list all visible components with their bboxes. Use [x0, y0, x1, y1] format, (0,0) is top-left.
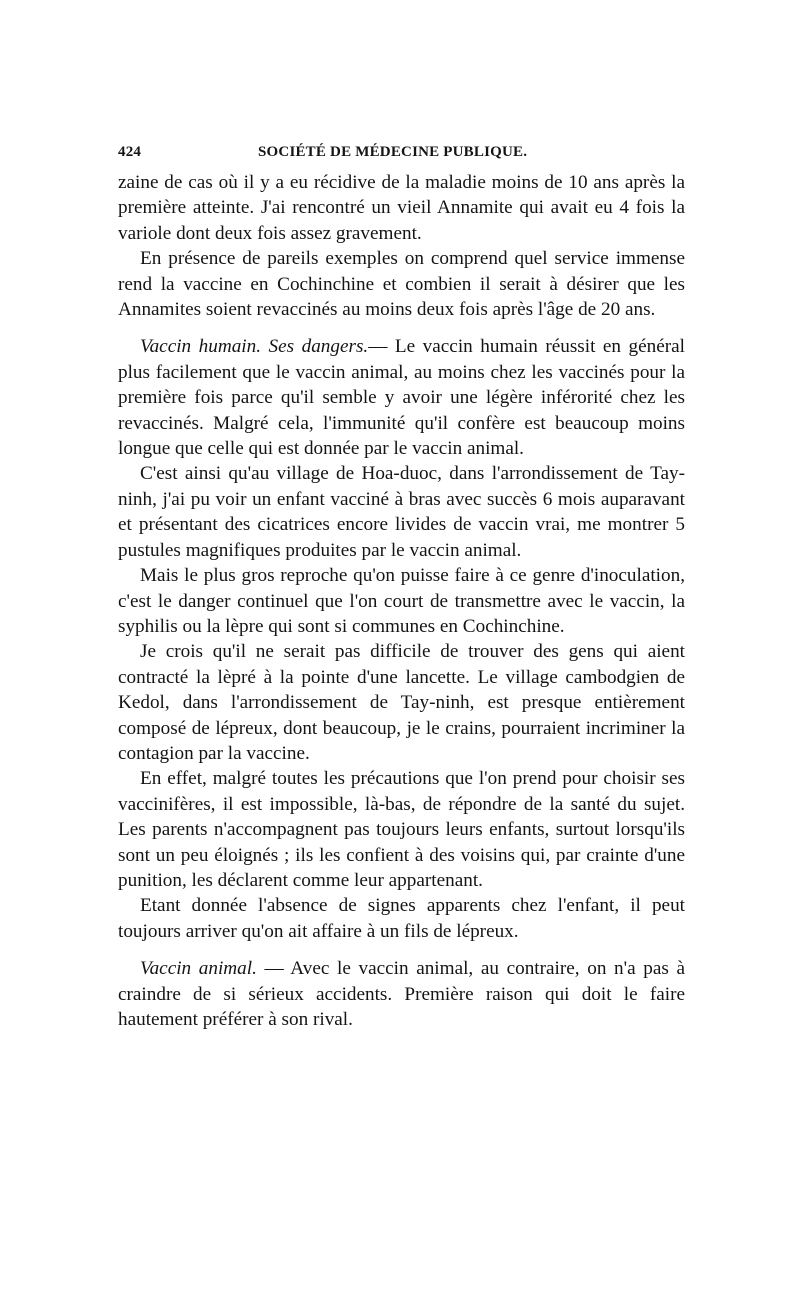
paragraph-absence-of-signs: Etant donnée l'absence de signes apparents chez l'enfant, il peut toujours arriver qu'on ait affaire à un fils de lépreux.	[118, 895, 685, 942]
paragraph-hoa-duoc-example: C'est ainsi qu'au village de Hoa-duoc, dans l'arrondissement de Tay-ninh, j'ai pu voir un enfant vacciné à bras avec succès 6 mois auparavant et présentant des cicatrices encore livides de vaccin vrai, me montrer 5 pustules magnifiques produites par le vaccin animal.	[118, 463, 685, 561]
paragraph-inoculation-danger: Mais le plus gros reproche qu'on puisse faire à ce genre d'inoculation, c'est le danger continuel que l'on court de transmettre avec le vaccin, la syphilis ou la lèpre qui sont si communes en Cochinchine.	[118, 565, 685, 637]
paragraph-leprosy-contagion: Je crois qu'il ne serait pas difficile de trouver des gens qui aient contracté la lèpré à la pointe d'une lancette. Le village cambodgien de Kedol, dans l'arrondissement de Tay-ninh, est presque entièrement composé de lépreux, dont beaucoup, je le crains, pourraient incriminer la contagion par la vaccine.	[118, 641, 685, 764]
paragraph-text: — Le vaccin humain réussit en général plus facilement que le vaccin animal, au moins chez les vaccinés pour la première fois parce qu'il semble y avoir une légère inférorité chez les revaccinés. Malgré cela, l'immunité qu'il confère est beaucoup moins longue que celle qui est donnée par le vaccin animal.	[118, 336, 685, 460]
paragraph-human-vaccine	[118, 334, 685, 461]
paragraph-text: — Avec le vaccin animal, au contraire, on n'a pas à craindre de si sérieux accidents. Première raison qui doit le faire hautement préférer à son rival.	[118, 958, 685, 1030]
section-heading-animal-vaccine: Vaccin animal.	[140, 958, 257, 980]
book-page	[118, 140, 685, 1032]
paragraph-animal-vaccine	[118, 956, 685, 1032]
page-number: 424	[118, 144, 142, 160]
page-header	[118, 140, 685, 170]
section-heading-human-vaccine: Vaccin humain. Ses dangers.	[140, 336, 369, 358]
paragraph-vaccine-service: En présence de pareils exemples on comprend quel service immense rend la vaccine en Cochinchine et combien il serait à désirer que les Annamites soient revaccinés au moins deux fois après l'âge de 20 ans.	[118, 248, 685, 321]
paragraph-precautions: En effet, malgré toutes les précautions que l'on prend pour choisir ses vaccinifères, il est impossible, là-bas, de répondre de la santé du sujet. Les parents n'accompagnent pas toujours leurs enfants, surtout lorsqu'ils sont un peu éloignés ; ils les confient à des voisins qui, par crainte d'une punition, les déclarent comme leur appartenant.	[118, 768, 685, 891]
running-title: SOCIÉTÉ DE MÉDECINE PUBLIQUE.	[258, 144, 528, 160]
paragraph-continuation: zaine de cas où il y a eu récidive de la maladie moins de 10 ans après la première atteinte. J'ai rencontré un vieil Annamite qui avait eu 4 fois la variole dont deux fois assez gravement.	[118, 172, 685, 244]
